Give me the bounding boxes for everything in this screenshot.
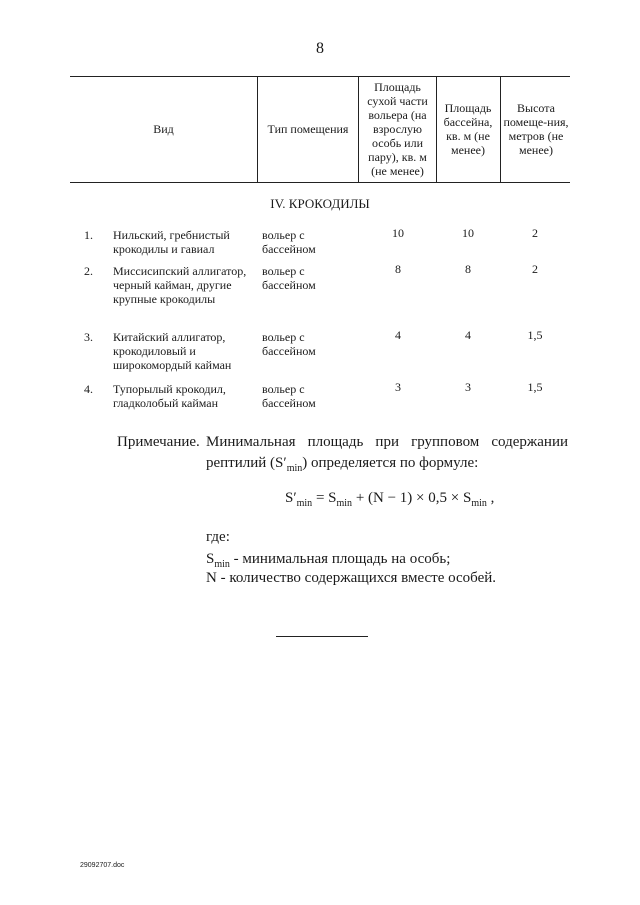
note-line-2 xyxy=(206,453,478,479)
note-line-1: Минимальная площадь при групповом содержании xyxy=(206,434,568,450)
formula-s2-sub: min xyxy=(471,498,487,509)
row-2-name: Миссисипский аллигатор, черный кайман, другие крупные крокодилы xyxy=(113,264,247,306)
header-height: Высота помеще-ния, метров (не менее) xyxy=(503,101,569,157)
row-2-height: 2 xyxy=(532,262,538,276)
row-1-type: вольер с бассейном xyxy=(262,228,316,256)
row-4-number: 4. xyxy=(84,382,93,396)
formula-end: , xyxy=(486,490,495,506)
row-4-type: вольер с бассейном xyxy=(262,382,316,410)
row-4-name: Тупорылый крокодил, гладколобый кайман xyxy=(113,382,226,410)
row-1-pool: 10 xyxy=(462,226,474,240)
row-4-pool: 3 xyxy=(465,380,471,394)
row-3-number: 3. xyxy=(84,330,93,344)
header-pool: Площадь бассейна, кв. м (не менее) xyxy=(443,101,493,157)
row-3-name: Китайский аллигатор, крокодиловый и широкомордый кайман xyxy=(113,330,232,372)
header-tip: Тип помещения xyxy=(267,122,349,136)
formula-lhs-sub: min xyxy=(296,498,313,509)
note-line-2-sub: min xyxy=(286,463,303,474)
formula-eq: = S xyxy=(312,490,337,506)
row-3-type: вольер с бассейном xyxy=(262,330,316,358)
row-1-name: Нильский, гребнистый крокодилы и гавиал xyxy=(113,228,230,256)
row-1-number: 1. xyxy=(84,228,93,242)
header-divider-4 xyxy=(500,76,501,182)
header-vid: Вид xyxy=(153,122,174,136)
row-2-pool: 8 xyxy=(465,262,471,276)
file-footer: 29092707.doc xyxy=(80,862,125,869)
row-4-area: 3 xyxy=(395,380,401,394)
note-line-2-post: ) определяется по формуле: xyxy=(302,455,479,471)
formula-mid: + (N − 1) × 0,5 × S xyxy=(352,490,472,506)
table-header-bottom-border xyxy=(70,182,570,183)
page-number: 8 xyxy=(316,40,324,57)
definition-smin-sub: min xyxy=(214,559,230,570)
header-area: Площадь сухой части вольера (на взрослую особь или пару), кв. м (не менее) xyxy=(367,80,428,178)
definition-smin-symbol: S xyxy=(206,551,215,567)
row-3-height: 1,5 xyxy=(527,328,543,342)
row-2-type: вольер с бассейном xyxy=(262,264,316,292)
formula-lhs: S′ xyxy=(285,490,297,506)
formula xyxy=(285,490,494,509)
row-1-height: 2 xyxy=(532,226,538,240)
row-3-pool: 4 xyxy=(465,328,471,342)
header-divider-2 xyxy=(358,76,359,182)
row-4-height: 1,5 xyxy=(527,380,543,394)
section-title: IV. КРОКОДИЛЫ xyxy=(270,196,370,211)
note-label: Примечание. xyxy=(117,434,200,450)
header-divider-3 xyxy=(436,76,437,182)
where-label: где: xyxy=(206,529,230,545)
row-1-area: 10 xyxy=(392,226,404,240)
note-line-2-pre: рептилий (S′ xyxy=(206,455,287,471)
row-2-area: 8 xyxy=(395,262,401,276)
row-3-area: 4 xyxy=(395,328,401,342)
table-top-border xyxy=(70,76,570,77)
formula-s-sub: min xyxy=(336,498,353,509)
definition-smin-text: - минимальная площадь на особь; xyxy=(229,551,451,567)
definition-n: N - количество содержащихся вместе особей. xyxy=(206,570,497,586)
end-rule xyxy=(276,636,368,637)
row-2-number: 2. xyxy=(84,264,93,278)
